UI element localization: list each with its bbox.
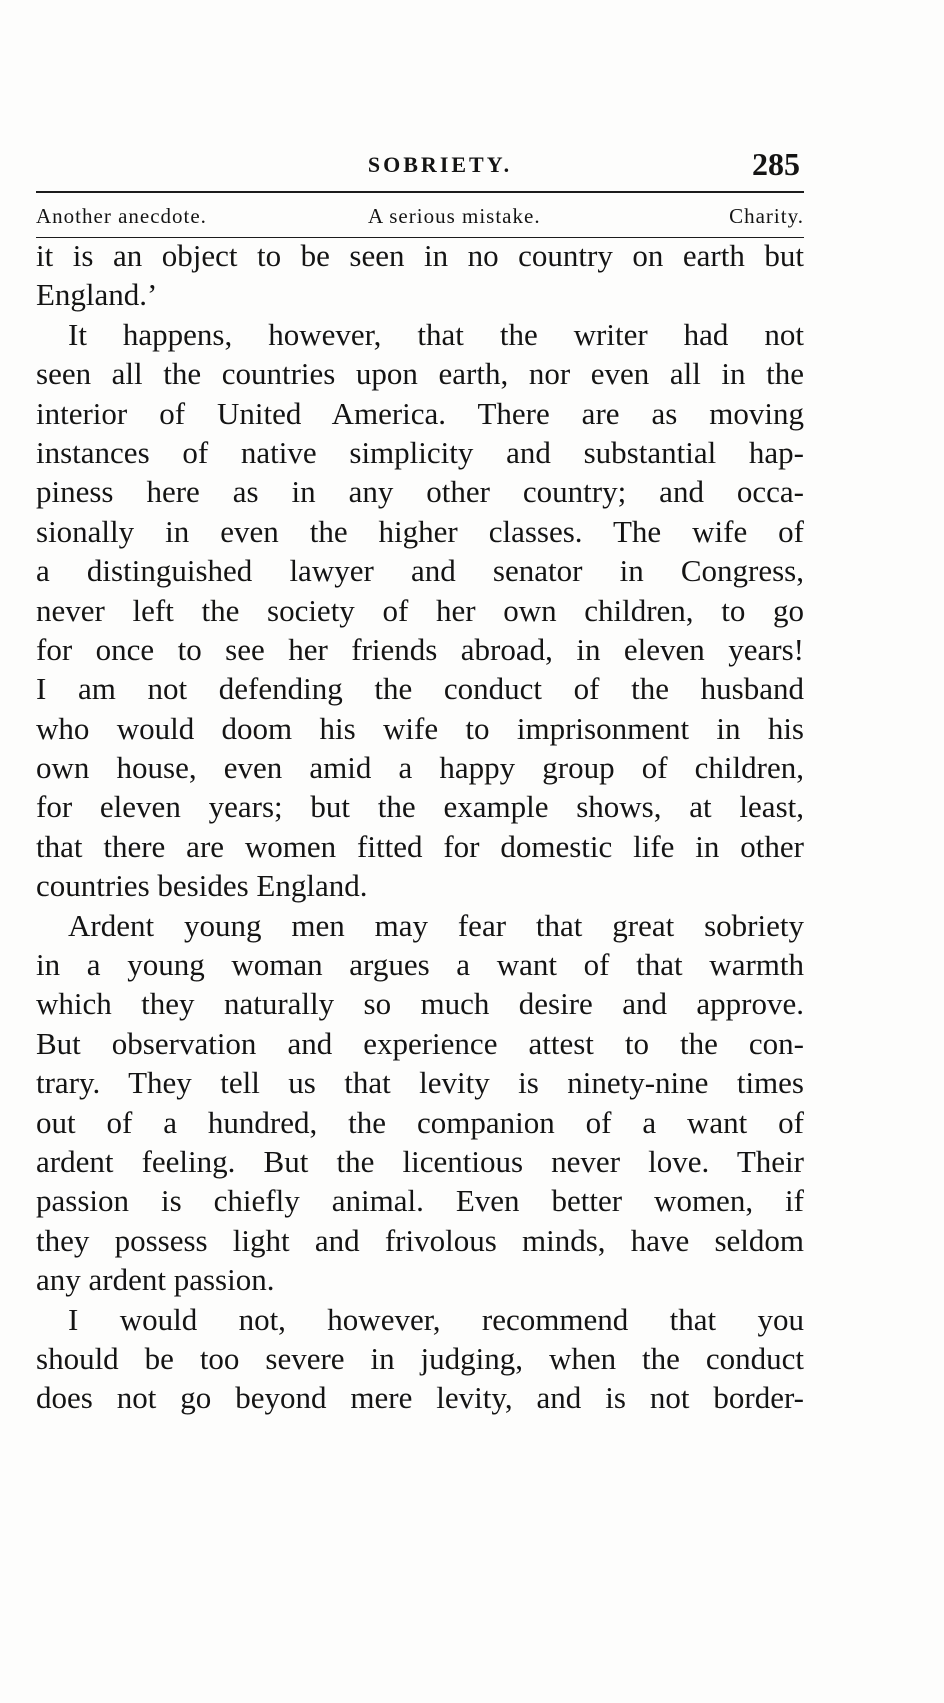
- text-line: own house, even amid a happy group of children,: [36, 750, 804, 786]
- running-title: SOBRIETY.: [367, 152, 513, 177]
- text-line: I am not defending the conduct of the husband: [36, 671, 804, 707]
- text-line: who would doom his wife to imprisonment in his: [36, 710, 804, 746]
- text-line: a distinguished lawyer and senator in Congress,: [36, 553, 804, 589]
- text-line: for once to see her friends abroad, in eleven years!: [36, 631, 804, 667]
- paragraph-start-line: It happens, however, that the writer had not: [68, 316, 804, 352]
- text-line: England.’: [36, 277, 158, 313]
- text-line: countries besides England.: [36, 868, 368, 904]
- text-line: seen all the countries upon earth, nor even all in the: [36, 356, 804, 392]
- text-line: that there are women fitted for domestic life in other: [36, 828, 804, 864]
- text-line: sionally in even the higher classes. The wife of: [36, 513, 804, 549]
- text-line: they possess light and frivolous minds, have seldom: [36, 1222, 804, 1258]
- text-line: for eleven years; but the example shows, at least,: [36, 789, 804, 825]
- text-line: ardent feeling. But the licentious never love. Their: [36, 1143, 804, 1179]
- text-line: it is an object to be seen in no country on earth but: [36, 238, 804, 273]
- text-line: in a young woman argues a want of that warmth: [36, 947, 804, 983]
- text-line: never left the society of her own children, to go: [36, 592, 804, 628]
- text-line: interior of United America. There are as moving: [36, 395, 804, 431]
- body-text: [36, 236, 804, 1418]
- text-line: instances of native simplicity and substantial hap-: [36, 434, 804, 470]
- text-line: passion is chiefly animal. Even better women, if: [36, 1183, 804, 1219]
- page-number: 285: [752, 146, 800, 182]
- text-line: But observation and experience attest to the con-: [36, 1025, 804, 1061]
- text-line: should be too severe in judging, when the conduct: [36, 1340, 804, 1376]
- text-line: does not go beyond mere levity, and is not border-: [36, 1380, 804, 1416]
- topic-left: Another anecdote.: [36, 204, 207, 228]
- header-rule-top: [36, 191, 804, 193]
- text-line: trary. They tell us that levity is ninety-nine times: [36, 1065, 804, 1101]
- paragraph-start-line: I would not, however, recommend that you: [68, 1301, 804, 1337]
- paragraph-start-line: Ardent young men may fear that great sobriety: [68, 907, 804, 943]
- text-line: out of a hundred, the companion of a want of: [36, 1104, 804, 1140]
- text-line: any ardent passion.: [36, 1262, 275, 1298]
- text-line: which they naturally so much desire and approve.: [36, 986, 804, 1022]
- topic-center: A serious mistake.: [368, 204, 541, 228]
- topic-right: Charity.: [729, 204, 804, 228]
- text-line: piness here as in any other country; and occa-: [36, 474, 804, 510]
